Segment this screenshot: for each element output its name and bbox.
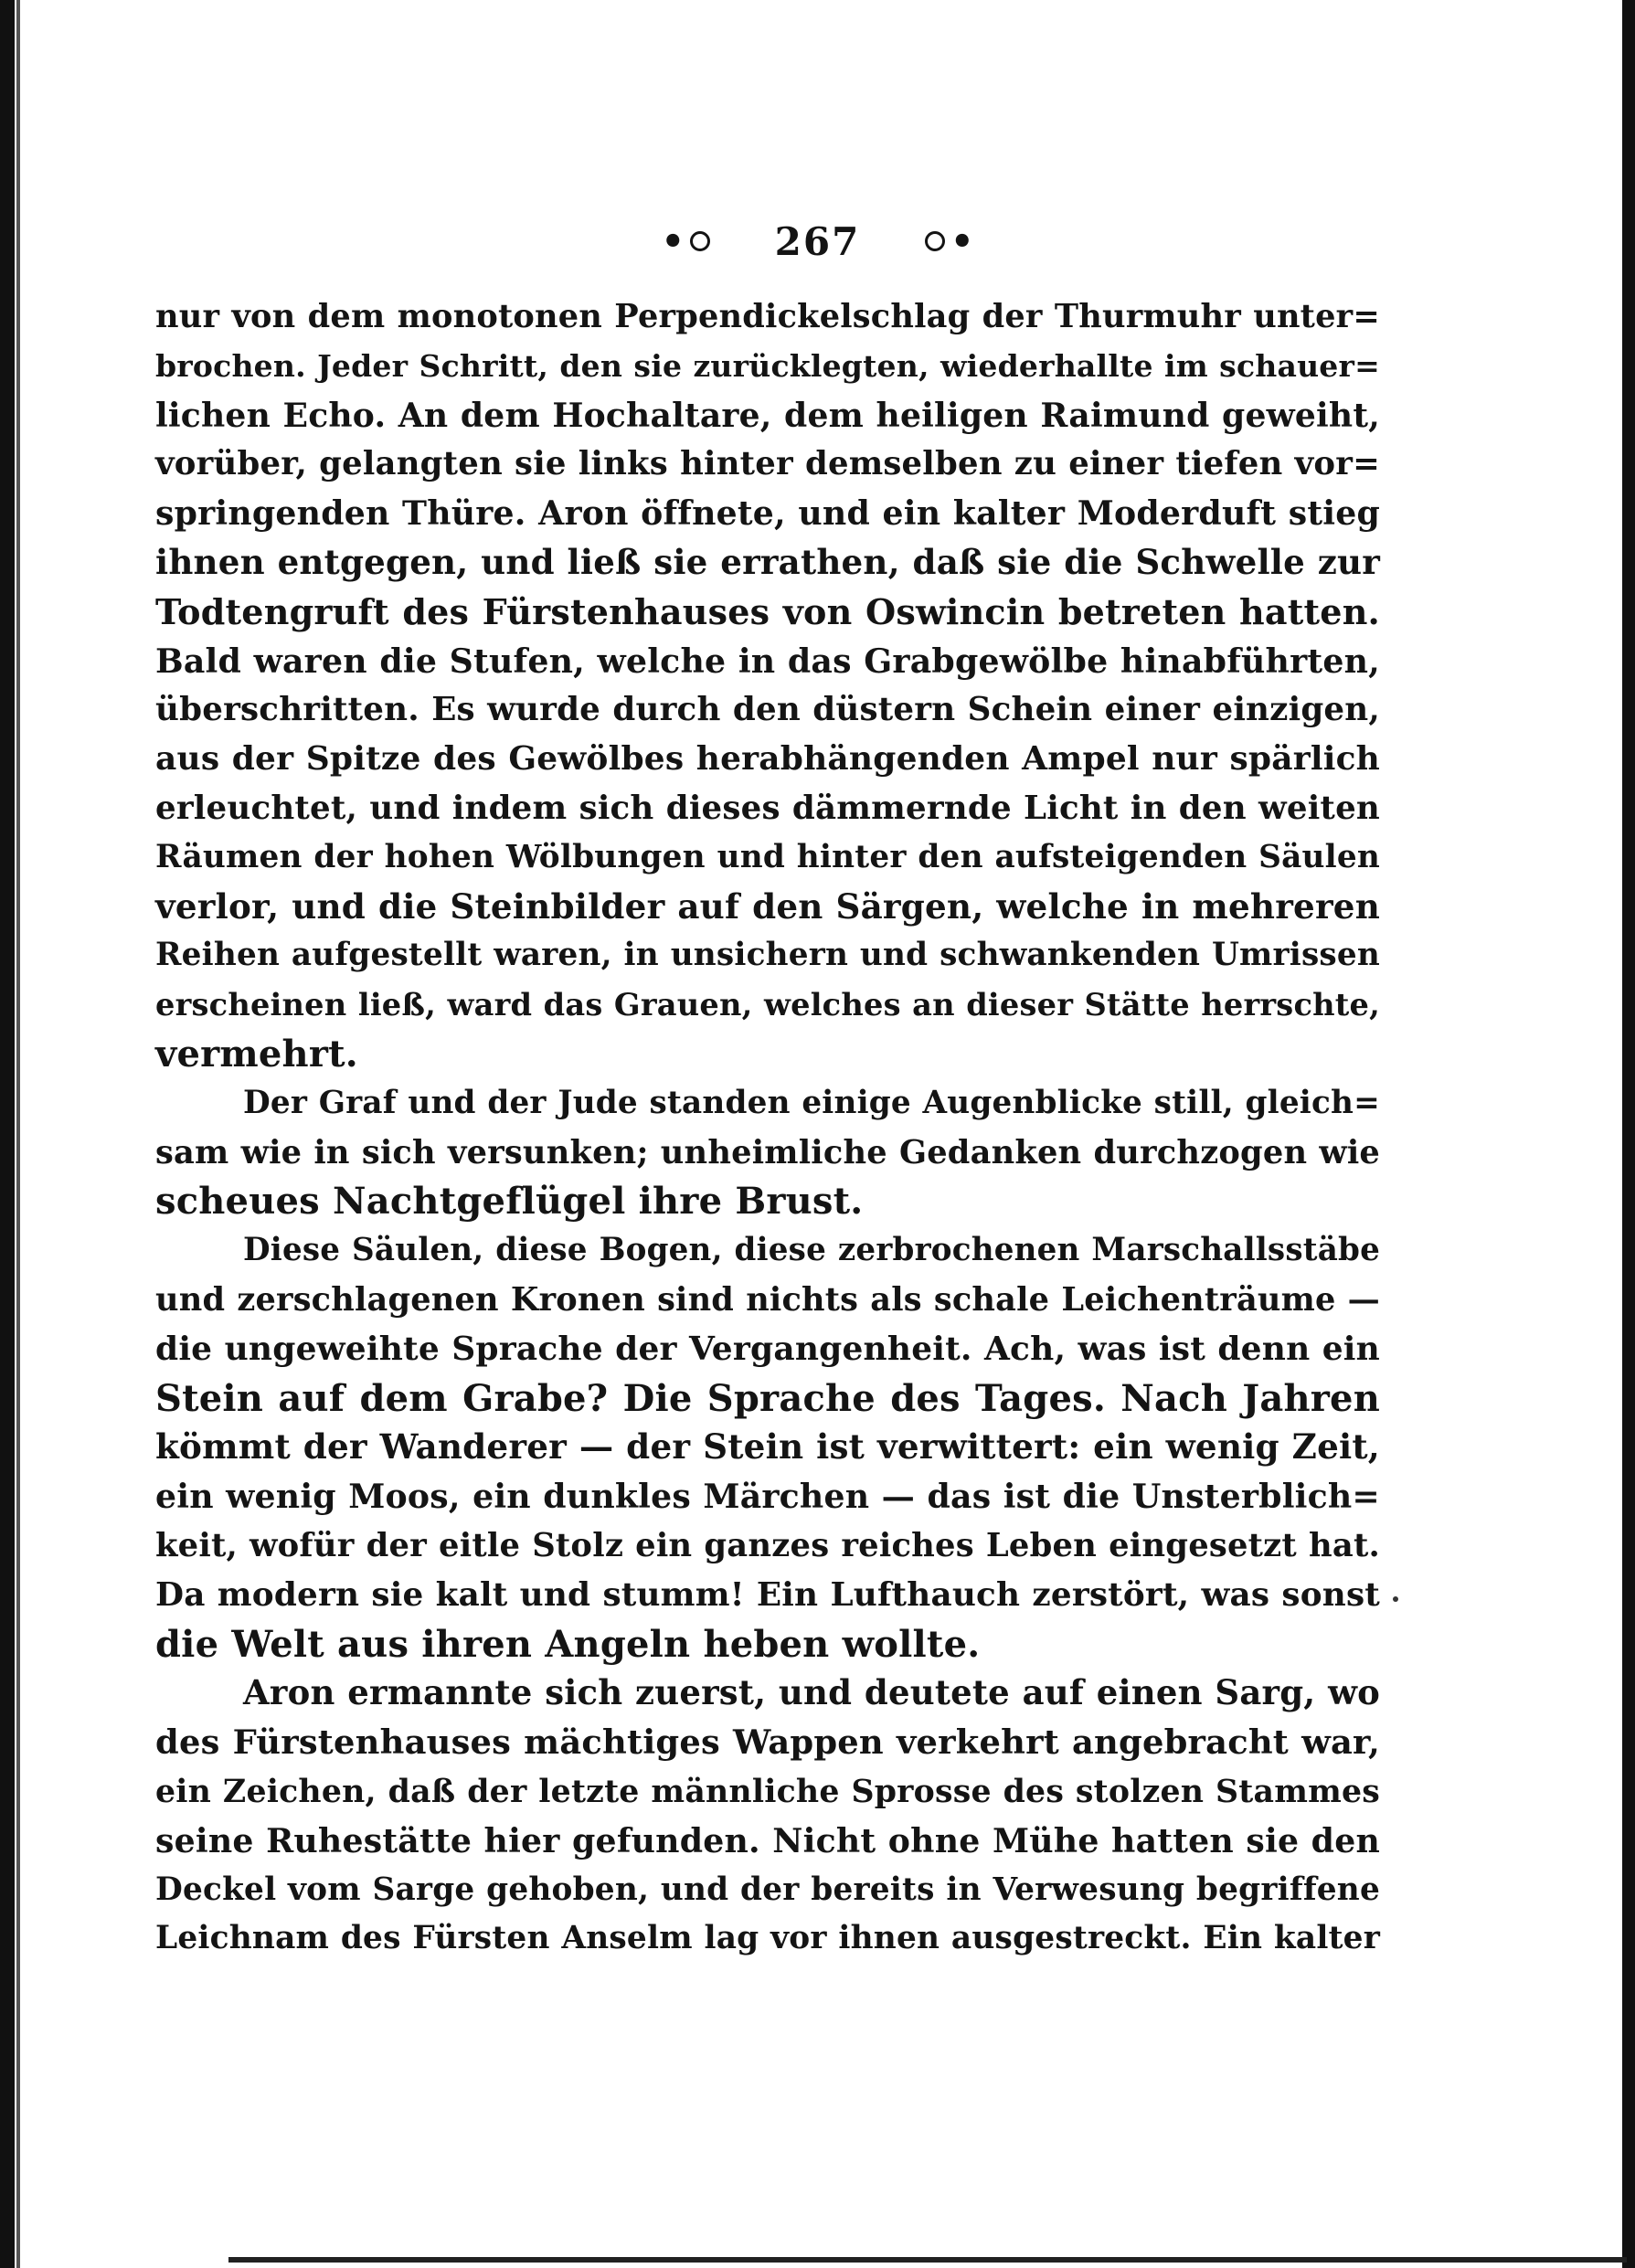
text-line: die ungeweihte Sprache der Vergangenheit. Ach, was ist denn ein xyxy=(155,1329,1380,1368)
text-line: Stein auf dem Grabe? Die Sprache des Tages. Nach Jahren xyxy=(155,1376,1380,1420)
text-line: ihnen entgegen, und ließ sie errathen, daß sie die Schwelle zur xyxy=(155,541,1380,582)
ornament-left: • xyxy=(661,219,716,263)
text-line: vermehrt. xyxy=(155,1032,358,1076)
text-line: ein wenig Moos, ein dunkles Märchen — das ist die Unsterblich= xyxy=(155,1477,1380,1517)
text-line: des Fürstenhauses mächtiges Wappen verkehrt angebracht war, xyxy=(155,1722,1380,1763)
scan-border-right xyxy=(1622,0,1635,2268)
text-line: und zerschlagenen Kronen sind nichts als schale Leichenträume — xyxy=(155,1280,1380,1319)
text-line: kömmt der Wanderer — der Stein ist verwittert: ein wenig Zeit, xyxy=(155,1426,1380,1468)
text-line: springenden Thüre. Aron öffnete, und ein kalter Moderduft stieg xyxy=(155,493,1380,534)
text-line: Räumen der hohen Wölbungen und hinter den aufsteigenden Säulen xyxy=(155,838,1380,875)
text-line: erscheinen ließ, ward das Grauen, welches an dieser Stätte herrschte, xyxy=(155,986,1380,1023)
text-line: Diese Säulen, diese Bogen, diese zerbrochenen Marschallsstäbe xyxy=(243,1232,1380,1269)
text-line: nur von dem monotonen Perpendickelschlag der Thurmuhr unter= xyxy=(155,298,1380,335)
text-line: Todtengruft des Fürstenhauses von Oswincin betreten hatten. xyxy=(155,590,1380,632)
ornament-right: • xyxy=(919,219,974,263)
text-line: scheues Nachtgeflügel ihre Brust. xyxy=(155,1180,864,1224)
text-line: die Welt aus ihren Angeln heben wollte. xyxy=(155,1622,981,1666)
text-line: brochen. Jeder Schritt, den sie zurücklegten, wiederhallte im schauer= xyxy=(155,347,1380,384)
text-line: keit, wofür der eitle Stolz ein ganzes reiches Leben eingesetzt hat. xyxy=(155,1526,1380,1564)
text-line: Deckel vom Sarge gehoben, und der bereits in Verwesung begriffene xyxy=(155,1871,1380,1908)
text-line: Bald waren die Stufen, welche in das Grabgewölbe hinabführten, xyxy=(155,641,1380,681)
text-line: ein Zeichen, daß der letzte männliche Sprosse des stolzen Stammes xyxy=(155,1772,1380,1810)
text-line: Der Graf und der Jude standen einige Augenblicke still, gleich= xyxy=(243,1084,1380,1121)
text-line: lichen Echo. An dem Hochaltare, dem heiligen Raimund geweiht, xyxy=(155,395,1380,435)
page-header xyxy=(0,216,1635,264)
text-line: Leichnam des Fürsten Anselm lag vor ihnen ausgestreckt. Ein kalter xyxy=(155,1920,1380,1957)
text-line: Reihen aufgestellt waren, in unsichern und schwankenden Umrissen xyxy=(155,937,1380,974)
body-text xyxy=(155,292,1380,1964)
text-line: überschritten. Es wurde durch den düstern Schein einer einzigen, xyxy=(155,691,1380,729)
text-line: aus der Spitze des Gewölbes herabhängenden Ampel nur spärlich xyxy=(155,739,1380,779)
text-line: Da modern sie kalt und stumm! Ein Lufthauch zerstört, was sonst xyxy=(155,1574,1380,1614)
text-line: erleuchtet, und indem sich dieses dämmernde Licht in den weiten xyxy=(155,789,1380,827)
page-number: 267 xyxy=(774,218,861,264)
scan-border-left xyxy=(0,0,15,2268)
scan-speck xyxy=(1393,1596,1398,1602)
text-line: seine Ruhestätte hier gefunden. Nicht ohne Mühe hatten sie den xyxy=(155,1820,1380,1860)
text-line: Aron ermannte sich zuerst, und deutete auf einen Sarg, wo xyxy=(243,1672,1380,1713)
text-line: verlor, und die Steinbilder auf den Särgen, welche in mehreren xyxy=(155,885,1380,927)
scan-border-bottom xyxy=(228,2257,1627,2263)
text-line: sam wie in sich versunken; unheimliche Gedanken durchzogen wie xyxy=(155,1133,1380,1171)
text-line: vorüber, gelangten sie links hinter demselben zu einer tiefen vor= xyxy=(155,445,1380,483)
scan-border-left-inner xyxy=(16,0,20,2268)
